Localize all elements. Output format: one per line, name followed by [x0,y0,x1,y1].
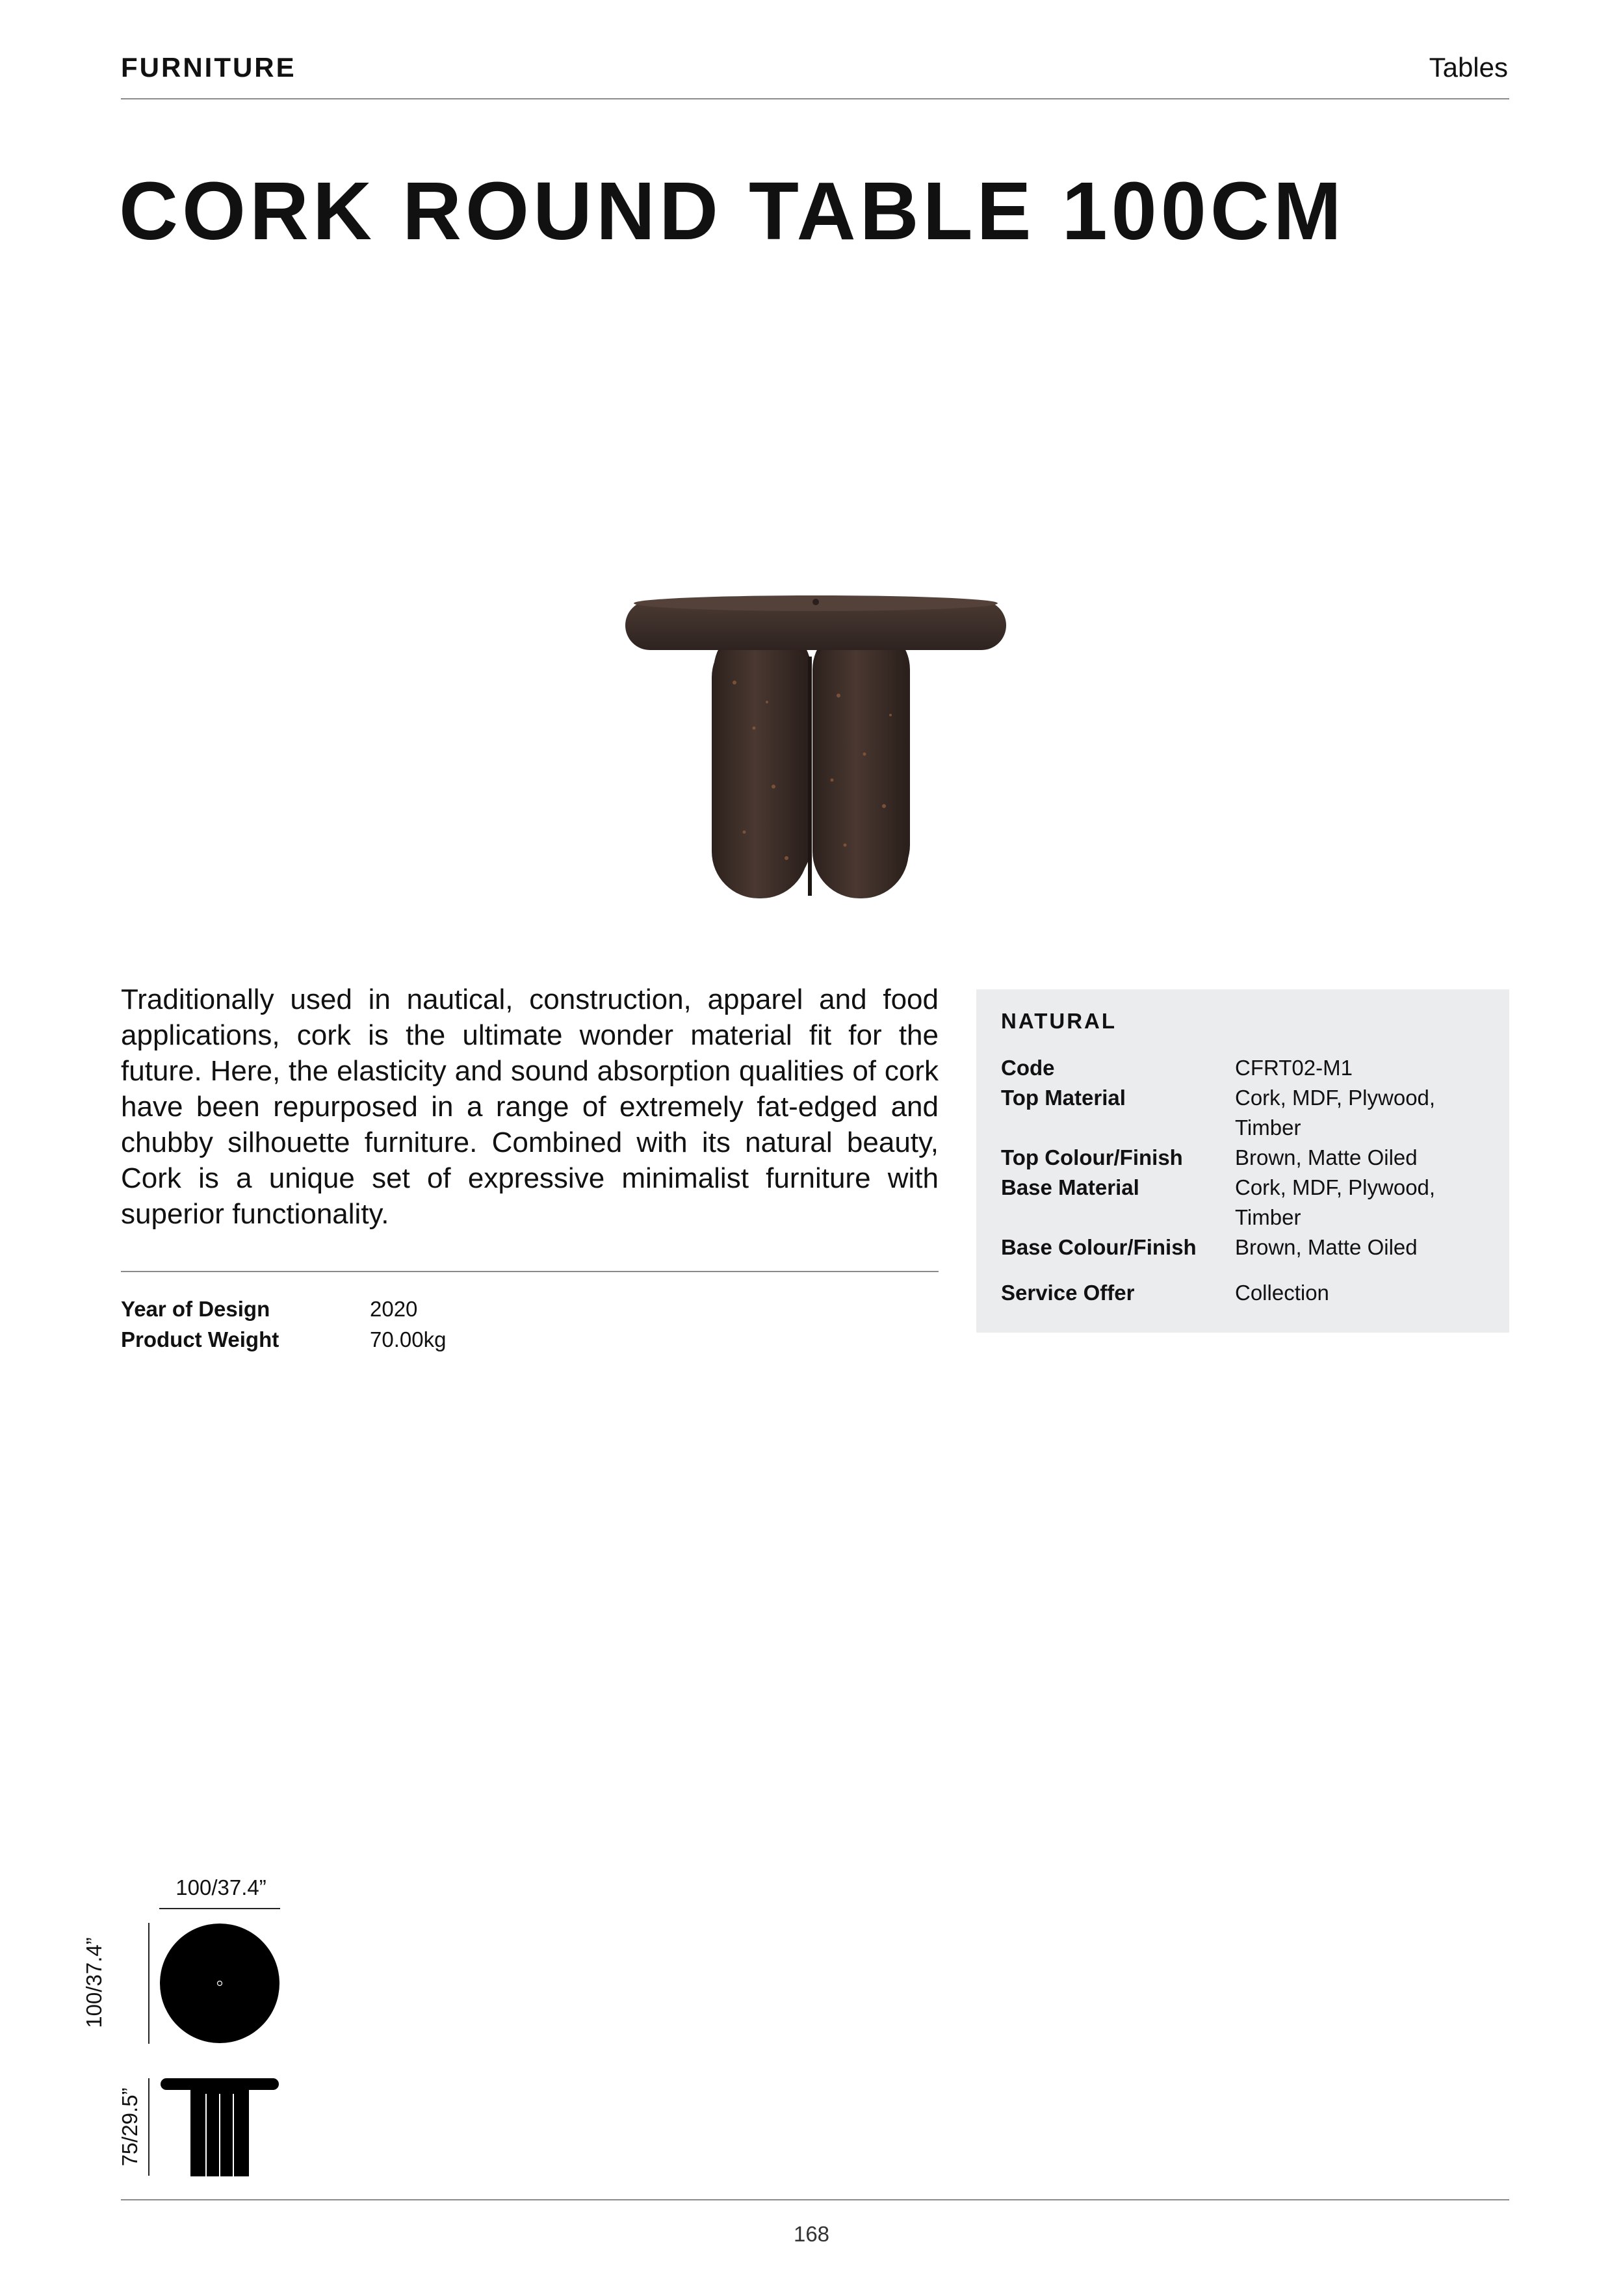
spec-panel-title: NATURAL [1001,1009,1117,1033]
spec-row-base-material [1001,1173,1488,1233]
spec-row-code [1001,1053,1488,1083]
meta-value: 70.00kg [370,1327,447,1351]
meta-row-year [121,1294,446,1324]
spec-value: Cork, MDF, Plywood, Timber [1235,1175,1436,1229]
header-divider [121,98,1509,99]
spec-table [1001,1053,1488,1308]
meta-label: Product Weight [121,1327,279,1351]
spec-label: Base Material [1001,1175,1139,1199]
spec-label: Code [1001,1056,1055,1080]
spec-label: Top Material [1001,1086,1126,1110]
spec-row-base-finish [1001,1233,1488,1262]
plan-view-drawing [159,1923,280,2044]
spec-value: Collection [1235,1281,1329,1305]
description-divider [121,1271,939,1272]
dimension-width-label: 100/37.4” [175,1875,266,1899]
spec-row-top-finish [1001,1143,1488,1173]
dimension-height-label: 75/29.5” [118,2087,142,2167]
spec-label: Service Offer [1001,1281,1135,1305]
footer-divider [121,2199,1509,2200]
product-photo [617,585,1014,910]
page-title: CORK ROUND TABLE 100CM [119,165,1345,257]
product-description: Traditionally used in nautical, construction, apparel and food applications, cork is the ultimate wonder material fit for the future. Here, the elasticity and sound absorption qualities of cork have been repurposed in a range of extremely fat-edged and chubby silhouette furniture. Combined with its natural beauty, Cork is a unique set of expressive minimalist furniture with superior functionality. [121,984,939,1230]
dimension-depth-label: 100/37.4” [82,1937,106,2028]
section-label: Tables [1429,52,1508,83]
spec-value: Brown, Matte Oiled [1235,1145,1418,1169]
spec-row-service [1001,1278,1488,1308]
category-label: FURNITURE [121,52,296,83]
dimension-height-line [148,2078,149,2176]
elevation-view-drawing [159,2077,280,2178]
dimension-depth-line [148,1923,149,2044]
spec-row-top-material [1001,1083,1488,1143]
spec-value: CFRT02-M1 [1235,1056,1353,1080]
spec-label: Base Colour/Finish [1001,1235,1197,1259]
spec-label: Top Colour/Finish [1001,1145,1183,1169]
spec-value: Brown, Matte Oiled [1235,1235,1418,1259]
meta-label: Year of Design [121,1297,270,1321]
spec-panel [976,989,1509,1333]
meta-row-weight [121,1324,446,1355]
dimension-width-line [159,1908,280,1909]
meta-value: 2020 [370,1297,418,1321]
product-meta [121,1294,446,1355]
page-number: 168 [793,2222,830,2246]
spec-value: Cork, MDF, Plywood, Timber [1235,1086,1436,1140]
